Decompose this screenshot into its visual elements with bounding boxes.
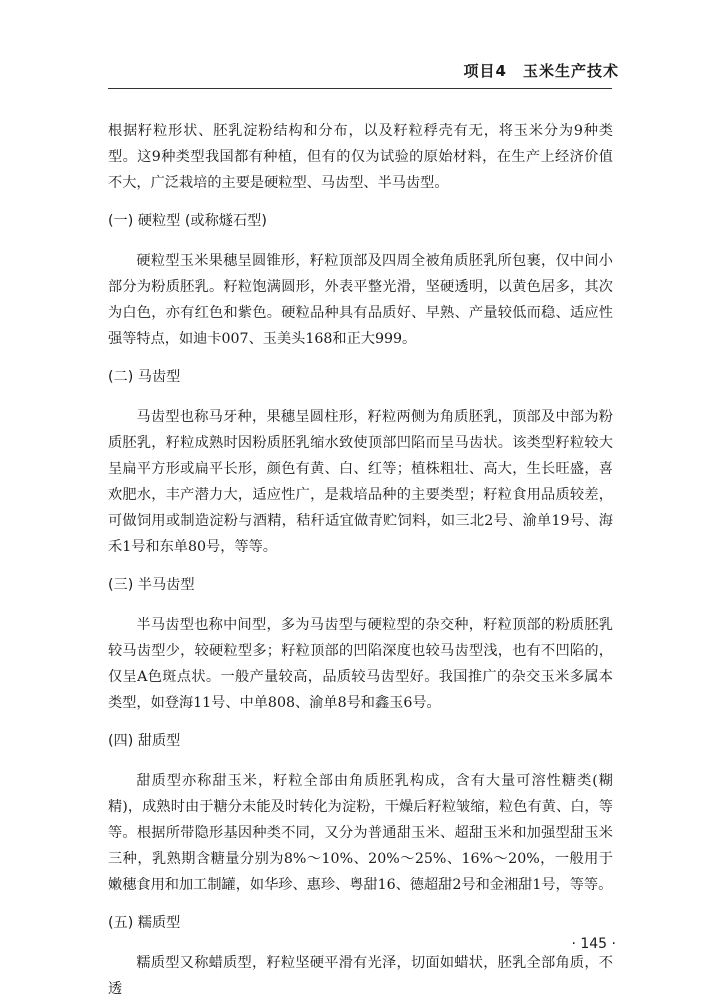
intro-paragraph: 根据籽粒形状、胚乳淀粉结构和分布，以及籽粒稃壳有无，将玉米分为9种类型。这9种类型我国都有种植，但有的仅为试验的原始材料，在生产上经济价值不大，广泛栽培的主要是硬粒型、马齿型、半马齿型。 <box>108 123 613 191</box>
running-header: 项目4 玉米生产技术 <box>463 62 619 80</box>
section-text-sweet: 甜质型亦称甜玉米，籽粒全部由角质胚乳构成，含有大量可溶性糖类(糊精)，成熟时由于糖分未能及时转化为淀粉，干燥后籽粒皱缩，粒色有黄、白，等等。根据所带隐形基因种类不同，又分为普通甜玉米、超甜玉米和加强型甜玉米三种，乳熟期含糖量分别为8%～10%、20%～25%、16%～20%，一般用于嫩穗食用和加工制罐，如华珍、惠珍、粤甜16、德超甜2号和金湘甜1号，等等。 <box>108 773 613 893</box>
section-text-flint: 硬粒型玉米果穗呈圆锥形，籽粒顶部及四周全被角质胚乳所包裹，仅中间小部分为粉质胚乳。籽粒饱满圆形，外表平整光滑，坚硬透明，以黄色居多，其次为白色，亦有红色和紫色。硬粒品种具有品质好、早熟、产量较低而稳、适应性强等特点，如迪卡007、玉美头168和正大999。 <box>108 253 613 347</box>
section-heading-waxy: (五) 糯质型 <box>108 915 181 931</box>
section-heading-dent: (二) 马齿型 <box>108 369 181 385</box>
section-heading-sweet: (四) 甜质型 <box>108 733 181 749</box>
section-text-semi-dent: 半马齿型也称中间型，多为马齿型与硬粒型的杂交种，籽粒顶部的粉质胚乳较马齿型少，较硬粒型多；籽粒顶部的凹陷深度也较马齿型浅，也有不凹陷的，仅呈A色斑点状。一般产量较高，品质较马齿型好。我国推广的杂交玉米多属本类型，如登海11号、中单808、渝单8号和鑫玉6号。 <box>108 617 613 711</box>
page-number: · 145 · <box>571 936 616 952</box>
section-text-waxy: 糯质型又称蜡质型，籽粒坚硬平滑有光泽，切面如蜡状，胚乳全部角质，不透 <box>108 955 613 997</box>
page-body <box>108 118 613 1002</box>
section-heading-flint: (一) 硬粒型 (或称燧石型) <box>108 213 267 229</box>
section-text-dent: 马齿型也称马牙种，果穗呈圆柱形，籽粒两侧为角质胚乳，顶部及中部为粉质胚乳，籽粒成熟时因粉质胚乳缩水致使顶部凹陷而呈马齿状。该类型籽粒较大呈扁平方形或扁平长形，颜色有黄、白、红等；植株粗壮、高大，生长旺盛，喜欢肥水，丰产潜力大，适应性广，是栽培品种的主要类型；籽粒食用品质较差，可做饲用或制造淀粉与酒精，秸秆适宜做青贮饲料，如三北2号、渝单19号、海禾1号和东单80号，等等。 <box>108 409 613 555</box>
header-rule <box>108 88 612 89</box>
section-heading-semi-dent: (三) 半马齿型 <box>108 577 195 593</box>
